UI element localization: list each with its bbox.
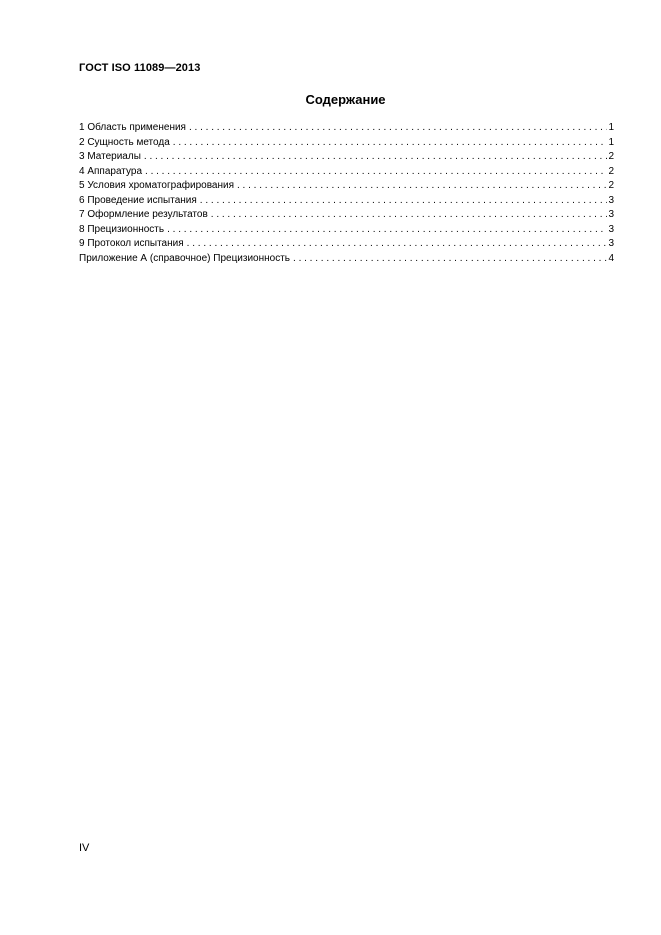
toc-entry-label: 2 Сущность метода (79, 136, 170, 148)
toc-entry[interactable] (79, 208, 614, 223)
toc-entry-label: Приложение А (справочное) Прецизионность (79, 252, 291, 264)
toc-entry[interactable] (79, 179, 614, 194)
toc-dot-leader (211, 208, 608, 223)
toc-dot-leader (167, 223, 607, 238)
toc-entry-label: 6 Проведение испытания (79, 194, 197, 206)
toc-entry-label: 4 Аппаратура (79, 165, 143, 177)
toc-entry[interactable] (79, 165, 614, 180)
toc-entry-page: 2 (608, 151, 614, 162)
toc-entry-label: 9 Протокол испытания (79, 238, 184, 249)
toc-dot-leader (293, 252, 607, 267)
toc-dot-leader (189, 121, 607, 136)
toc-dot-leader (173, 136, 608, 151)
toc-entry[interactable] (79, 136, 614, 151)
toc-entry-label: 1 Область применения (79, 122, 186, 133)
toc-dot-leader (144, 150, 608, 165)
table-of-contents (79, 121, 614, 266)
toc-entry-page: 1 (608, 122, 614, 133)
toc-entry[interactable] (79, 194, 614, 209)
toc-entry-page: 3 (608, 209, 614, 220)
document-code: ГОСТ ISO 11089—2013 (79, 62, 201, 74)
toc-entry[interactable] (79, 150, 614, 165)
page-number: IV (79, 842, 90, 854)
toc-entry-label: 7 Оформление результатов (79, 209, 208, 220)
toc-entry-page: 3 (608, 223, 614, 235)
toc-entry-page: 4 (608, 252, 614, 264)
toc-entry-page: 3 (608, 194, 614, 206)
toc-entry-page: 2 (608, 165, 614, 177)
toc-entry[interactable] (79, 237, 614, 252)
toc-dot-leader (145, 165, 607, 180)
toc-entry[interactable] (79, 252, 614, 267)
toc-dot-leader (187, 237, 608, 252)
toc-entry[interactable] (79, 121, 614, 136)
toc-dot-leader (237, 179, 607, 194)
toc-entry-page: 3 (608, 238, 614, 249)
toc-entry-page: 1 (608, 136, 614, 148)
toc-entry[interactable] (79, 223, 614, 238)
toc-dot-leader (200, 194, 608, 209)
toc-title: Содержание (305, 92, 386, 107)
toc-entry-label: 8 Прецизионность (79, 223, 165, 235)
toc-entry-label: 5 Условия хроматографирования (79, 180, 234, 191)
toc-entry-page: 2 (608, 180, 614, 191)
toc-entry-label: 3 Материалы (79, 151, 141, 162)
